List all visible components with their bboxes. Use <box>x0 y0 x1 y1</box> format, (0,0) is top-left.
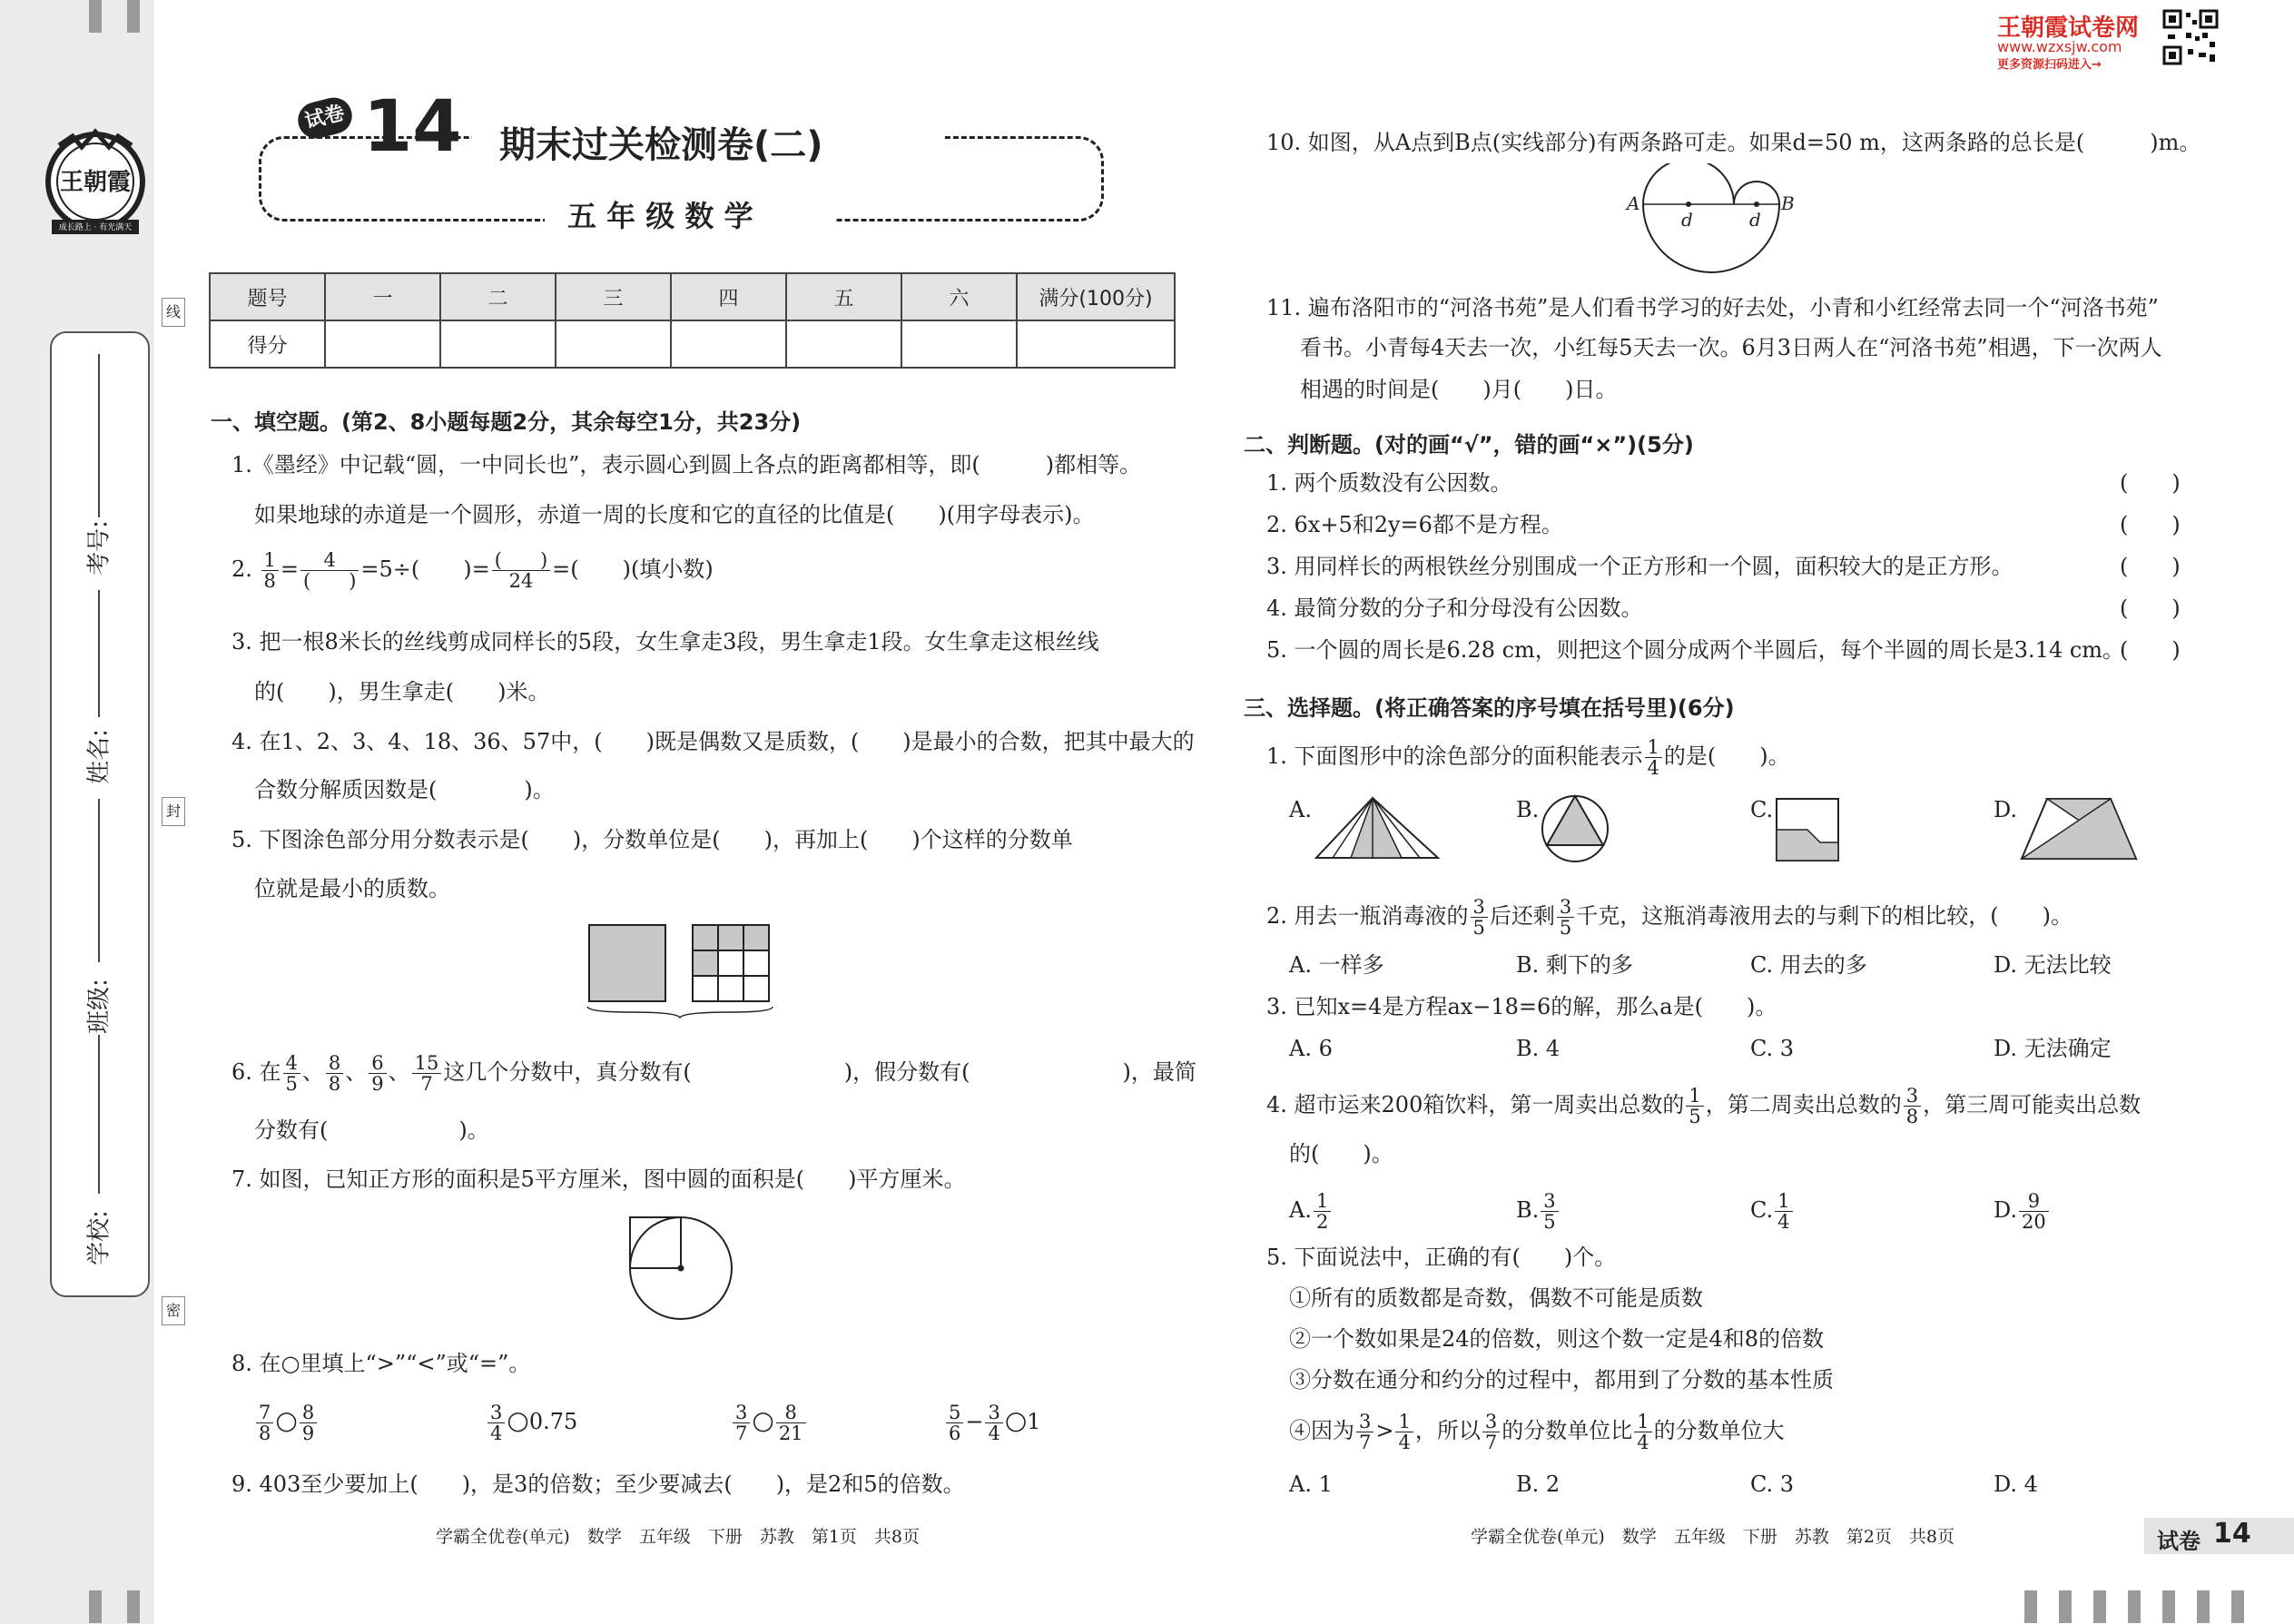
judge-2: 2. 6x+5和2y=6都不是方程。 <box>1266 512 1563 537</box>
fraction: $\frac{3}{7}$ <box>1356 1412 1373 1452</box>
q4-line1: 4. 在1、2、3、4、18、36、57中，( )既是偶数又是质数，( )是最小的合数，把其中最大的 <box>231 729 1195 754</box>
fraction: $\frac{3}{5}$ <box>1541 1191 1558 1232</box>
judge-5: 5. 一个圆的周长是6.28 cm，则把这个圆分成两个半圆后，每个半圆的周长是3.14 cm。 <box>1266 637 2125 663</box>
c5-statement-3: ③分数在通分和约分的过程中，都用到了分数的基本性质 <box>1289 1367 1834 1393</box>
q6-pre: 6. 在 <box>231 1059 281 1085</box>
c5-4-gt: > <box>1375 1418 1394 1443</box>
c3-option[interactable]: A. 6 <box>1289 1036 1333 1061</box>
student-info-box <box>50 331 150 1297</box>
brand-name: 王朝霞试卷网 <box>1997 15 2140 42</box>
c5-4-pre: ④因为 <box>1289 1418 1354 1443</box>
q10-label-A: A <box>1627 192 1640 214</box>
q11-line3: 相遇的时间是( )月( )日。 <box>1300 377 1618 402</box>
score-cell[interactable] <box>440 320 556 368</box>
fraction: $\frac{15}{7}$ <box>412 1053 442 1094</box>
fraction: $\frac{3}{4}$ <box>985 1403 1002 1443</box>
q8-c <box>731 1403 808 1443</box>
c4-opt-label: C. <box>1750 1197 1774 1223</box>
fraction: $\frac{1}{4}$ <box>1634 1412 1651 1452</box>
c5-statement-1: ①所有的质数都是奇数，偶数不可能是质数 <box>1289 1285 1703 1311</box>
c1-figure-c <box>1775 797 1840 866</box>
c5-option[interactable]: A. 1 <box>1289 1471 1333 1497</box>
bind-mark <box>2231 1590 2244 1623</box>
judge-1: 1. 两个质数没有公因数。 <box>1266 470 1512 496</box>
c3-option[interactable]: B. 4 <box>1516 1036 1561 1061</box>
c1-option-a[interactable]: A. <box>1289 797 1312 822</box>
fraction: $\frac{3}{7}$ <box>1482 1412 1500 1452</box>
seal-mi: 密 <box>162 1296 185 1325</box>
c5-option[interactable]: D. 4 <box>1994 1471 2038 1497</box>
c4-option-b[interactable] <box>1516 1191 1561 1232</box>
q5-line1: 5. 下图涂色部分用分数表示是( )，分数单位是( )，再加上( )个这样的分数单 <box>231 827 1073 852</box>
footer-left: 学霸全优卷(单元) 数学 五年级 下册 苏教 第1页 共8页 <box>436 1527 921 1547</box>
q1-line2: 如果地球的赤道是一个圆形，赤道一周的长度和它的直径的比值是( )(用字母表示)。 <box>254 502 1095 527</box>
c1-pre: 1. 下面图形中的涂色部分的面积能表示 <box>1266 743 1643 769</box>
xingming-label: 姓名: <box>85 729 113 784</box>
choice-1 <box>1266 737 1790 778</box>
judge-answer[interactable]: ( ) <box>2120 637 2181 663</box>
fraction: $\frac{1}{2}$ <box>1314 1191 1331 1232</box>
c5-option[interactable]: C. 3 <box>1750 1471 1795 1497</box>
c4-mid: ，第二周卖出总数的 <box>1705 1092 1902 1117</box>
q10-figure <box>1625 163 1807 294</box>
q8-d: $\frac{5}{6}$ − $\frac{3}{4}$ ○1 <box>944 1403 1041 1443</box>
q8: 8. 在○里填上“>”“<”或“=”。 <box>231 1351 531 1376</box>
q6: 6. 在 $\frac{4}{5}$ 、 $\frac{8}{8}$ 、 $\frac{6}{9}$ 、 $\frac{15}{7}$ 这几个分数中，真分数有( )，假分数有( )，最简 <box>231 1052 1196 1095</box>
c2-mid: 后还剩 <box>1489 903 1555 929</box>
fraction: $\frac{9}{20}$ <box>2019 1191 2049 1232</box>
c1-figure-a <box>1314 794 1442 866</box>
c2-post: 千克，这瓶消毒液用去的与剩下的相比较，( )。 <box>1576 903 2073 929</box>
choice-5: 5. 下面说法中，正确的有( )个。 <box>1266 1245 1617 1270</box>
fraction: $\frac{1}{8}$ <box>261 550 279 591</box>
fraction: $\frac{( )}{24}$ <box>492 550 550 591</box>
q3-line1: 3. 把一根8米长的丝线剪成同样长的5段，女生拿走3段，男生拿走1段。女生拿走这根丝线 <box>231 629 1099 655</box>
c4-option-a[interactable] <box>1289 1191 1333 1232</box>
c4-opt-label: A. <box>1289 1197 1312 1223</box>
c2-pre: 2. 用去一瓶消毒液的 <box>1266 903 1469 929</box>
c1-option-b[interactable]: B. <box>1516 797 1540 822</box>
q10-label-d1: d <box>1681 209 1693 231</box>
score-cell[interactable] <box>556 320 671 368</box>
choice-4 <box>1266 1086 2141 1127</box>
q4-line2: 合数分解质因数是( )。 <box>254 777 555 802</box>
bind-mark <box>89 1590 102 1623</box>
q7: 7. 如图，已知正方形的面积是5平方厘米，图中圆的面积是( )平方厘米。 <box>231 1166 966 1192</box>
c4-option-d[interactable] <box>1994 1191 2051 1232</box>
q1-line1: 1.《墨经》中记载“圆，一中同长也”，表示圆心到圆上各点的距离都相等，即( )都相等。 <box>231 452 1142 477</box>
fraction: $\frac{7}{8}$ <box>256 1403 273 1443</box>
judge-4: 4. 最简分数的分子和分母没有公因数。 <box>1266 595 1643 621</box>
q11-line1: 11. 遍布洛阳市的“河洛书苑”是人们看书学习的好去处，小青和小红经常去同一个“河洛书苑” <box>1266 295 2159 320</box>
compare-circle[interactable]: ○ <box>752 1405 774 1435</box>
judge-answer[interactable]: ( ) <box>2120 512 2181 537</box>
section-judge: 二、判断题。(对的画“√”，错的画“×”)(5分) <box>1244 432 1694 458</box>
exam-tag <box>2144 1518 2294 1554</box>
c1-figure-b <box>1539 792 1611 869</box>
q10-label-B: B <box>1781 192 1795 214</box>
c1-option-c[interactable]: C. <box>1750 797 1774 822</box>
q8-a <box>254 1403 319 1443</box>
q7-figure <box>622 1212 740 1324</box>
score-header-cell: 二 <box>440 273 556 320</box>
exam-tag-number: 14 <box>2213 1518 2251 1550</box>
bind-mark <box>89 0 102 33</box>
bind-mark <box>127 1590 140 1623</box>
page-title: 期末过关检测卷(二) <box>499 124 823 166</box>
choice-4-line2: 的( )。 <box>1289 1141 1393 1166</box>
c4-opt-label: D. <box>1994 1197 2018 1223</box>
logo <box>41 118 150 245</box>
kaohao-label: 考号: <box>85 520 113 576</box>
score-cell[interactable] <box>671 320 786 368</box>
c5-4-mid2: 的分数单位比 <box>1501 1418 1633 1443</box>
score-header-cell: 三 <box>556 273 671 320</box>
fraction: $\frac{3}{7}$ <box>733 1403 750 1443</box>
exam-tag-label: 试卷 <box>2157 1529 2200 1554</box>
compare-circle[interactable]: ○ <box>275 1405 298 1435</box>
xuexiao-line <box>98 1035 100 1194</box>
fraction: $\frac{1}{4}$ <box>1775 1191 1792 1232</box>
section-fill-blank: 一、填空题。(第2、8小题每题2分，其余每空1分，共23分) <box>211 409 802 435</box>
q2-end: =( )(填小数) <box>552 556 714 582</box>
fraction: $\frac{6}{9}$ <box>369 1053 386 1094</box>
q10: 10. 如图，从A点到B点(实线部分)有两条路可走。如果d=50 m，这两条路的总长是( )m。 <box>1266 130 2201 155</box>
xingming-line <box>98 590 100 717</box>
q2-num: 2. <box>231 556 252 582</box>
compare-circle[interactable]: ○ <box>507 1405 529 1435</box>
q6-post: 这几个分数中，真分数有( )，假分数有( )，最简 <box>443 1059 1196 1085</box>
score-cell[interactable] <box>786 320 901 368</box>
fraction: $\frac{4}{5}$ <box>283 1053 300 1094</box>
c5-option[interactable]: B. 2 <box>1516 1471 1561 1497</box>
q3-line2: 的( )，男生拿走( )米。 <box>254 679 550 704</box>
fraction: $\frac{3}{5}$ <box>1557 897 1574 938</box>
seal-xian: 线 <box>162 298 185 327</box>
score-table <box>209 272 1176 369</box>
score-header-cell: 六 <box>901 273 1017 320</box>
q2-mid: =5÷( )= <box>360 556 490 582</box>
q5-figure <box>586 921 785 1025</box>
bind-mark <box>2059 1590 2072 1623</box>
c5-statement-2: ②一个数如果是24的倍数，则这个数一定是4和8的倍数 <box>1289 1326 1825 1352</box>
c2-option[interactable]: C. 用去的多 <box>1750 952 1867 978</box>
fraction: $\frac{3}{8}$ <box>1904 1086 1921 1127</box>
fraction: $\frac{1}{4}$ <box>1395 1412 1413 1452</box>
judge-answer[interactable]: ( ) <box>2120 470 2181 496</box>
score-cell[interactable] <box>901 320 1017 368</box>
score-row-label: 得分 <box>210 320 325 368</box>
fraction: $\frac{8}{9}$ <box>300 1403 317 1443</box>
c1-post: 的是( )。 <box>1663 743 1790 769</box>
c2-option[interactable]: B. 剩下的多 <box>1516 952 1633 978</box>
q6-line2: 分数有( )。 <box>254 1117 489 1143</box>
fraction: $\frac{3}{4}$ <box>487 1403 505 1443</box>
choice-3: 3. 已知x=4是方程ax−18=6的解，那么a是( )。 <box>1266 994 1777 1019</box>
section-choice: 三、选择题。(将正确答案的序号填在括号里)(6分) <box>1244 695 1735 721</box>
c4-pre: 4. 超市运来200箱饮料，第一周卖出总数的 <box>1266 1092 1685 1117</box>
q8-b <box>486 1403 577 1443</box>
q9: 9. 403至少要加上( )，是3的倍数；至少要减去( )，是2和5的倍数。 <box>231 1471 965 1497</box>
score-header-cell: 四 <box>671 273 786 320</box>
score-cell[interactable] <box>1017 320 1175 368</box>
fraction: $\frac{3}{5}$ <box>1471 897 1488 938</box>
logo-ribbon: 成长路上 · 有光满天 <box>58 223 133 232</box>
q8-b-right: 0.75 <box>528 1409 578 1434</box>
score-cell[interactable] <box>325 320 440 368</box>
banji-line <box>98 799 100 962</box>
q10-label-d2: d <box>1749 209 1761 231</box>
c4-opt-label: B. <box>1516 1197 1540 1223</box>
c1-figure-d <box>2020 797 2138 866</box>
compare-circle[interactable]: ○ <box>1004 1405 1028 1435</box>
kaohao-line <box>98 354 100 517</box>
fraction: $\frac{8}{8}$ <box>326 1053 343 1094</box>
fraction: $\frac{8}{21}$ <box>776 1403 806 1443</box>
judge-3: 3. 用同样长的两根铁丝分别围成一个正方形和一个圆，面积较大的是正方形。 <box>1266 554 2013 579</box>
judge-answer[interactable]: ( ) <box>2120 554 2181 579</box>
choice-2 <box>1266 897 2072 938</box>
seal-feng: 封 <box>162 797 185 826</box>
page-subtitle: 五 年 级 数 学 <box>567 199 753 233</box>
logo-text: 王朝霞 <box>59 169 131 196</box>
bind-mark <box>2128 1590 2141 1623</box>
c5-statement-4 <box>1289 1412 1785 1452</box>
c5-4-post: 的分数单位大 <box>1653 1418 1785 1443</box>
score-header-cell: 满分(100分) <box>1017 273 1175 320</box>
header-number: 14 <box>363 86 462 168</box>
q2: 2. $\frac{1}{8}$ = $\frac{4}{( )}$ =5÷( )= $\frac{( )}{24}$ =( )(填小数) <box>231 549 714 592</box>
score-header-cell: 题号 <box>210 273 325 320</box>
bind-mark <box>2024 1590 2037 1623</box>
c4-post: ，第三周可能卖出总数 <box>1923 1092 2141 1117</box>
fraction: $\frac{4}{( )}$ <box>300 550 359 591</box>
q8-d-right: 1 <box>1027 1409 1041 1434</box>
fraction: $\frac{1}{5}$ <box>1686 1086 1703 1127</box>
c2-option[interactable]: A. 一样多 <box>1289 952 1384 978</box>
c2-option[interactable]: D. 无法比较 <box>1994 952 2112 978</box>
bind-mark <box>2162 1590 2175 1623</box>
c3-option[interactable]: C. 3 <box>1750 1036 1795 1061</box>
score-header-cell: 五 <box>786 273 901 320</box>
judge-answer[interactable]: ( ) <box>2120 595 2181 621</box>
xuexiao-label: 学校: <box>85 1210 113 1265</box>
c4-option-c[interactable] <box>1750 1191 1795 1232</box>
score-header-cell: 一 <box>325 273 440 320</box>
bind-mark <box>2093 1590 2106 1623</box>
footer-right: 学霸全优卷(单元) 数学 五年级 下册 苏教 第2页 共8页 <box>1471 1527 1955 1547</box>
bind-mark <box>2197 1590 2210 1623</box>
banji-label: 班级: <box>85 979 113 1034</box>
brand-slogan: 更多资源扫码进入→ <box>1997 58 2102 72</box>
q11-line2: 看书。小青每4天去一次，小红每5天去一次。6月3日两人在“河洛书苑”相遇，下一次两人 <box>1300 335 2162 360</box>
c5-4-mid: ，所以 <box>1414 1418 1481 1443</box>
c1-option-d[interactable]: D. <box>1994 797 2018 822</box>
q5-line2: 位就是最小的质数。 <box>254 876 450 901</box>
c3-option[interactable]: D. 无法确定 <box>1994 1036 2112 1061</box>
fraction: $\frac{1}{4}$ <box>1645 737 1662 778</box>
fraction: $\frac{5}{6}$ <box>946 1403 963 1443</box>
brand-url: www.wzxsjw.com <box>1997 38 2122 55</box>
bind-mark <box>127 0 140 33</box>
qr-code-icon[interactable] <box>2162 9 2219 69</box>
header-badge: 试卷 <box>294 94 356 142</box>
